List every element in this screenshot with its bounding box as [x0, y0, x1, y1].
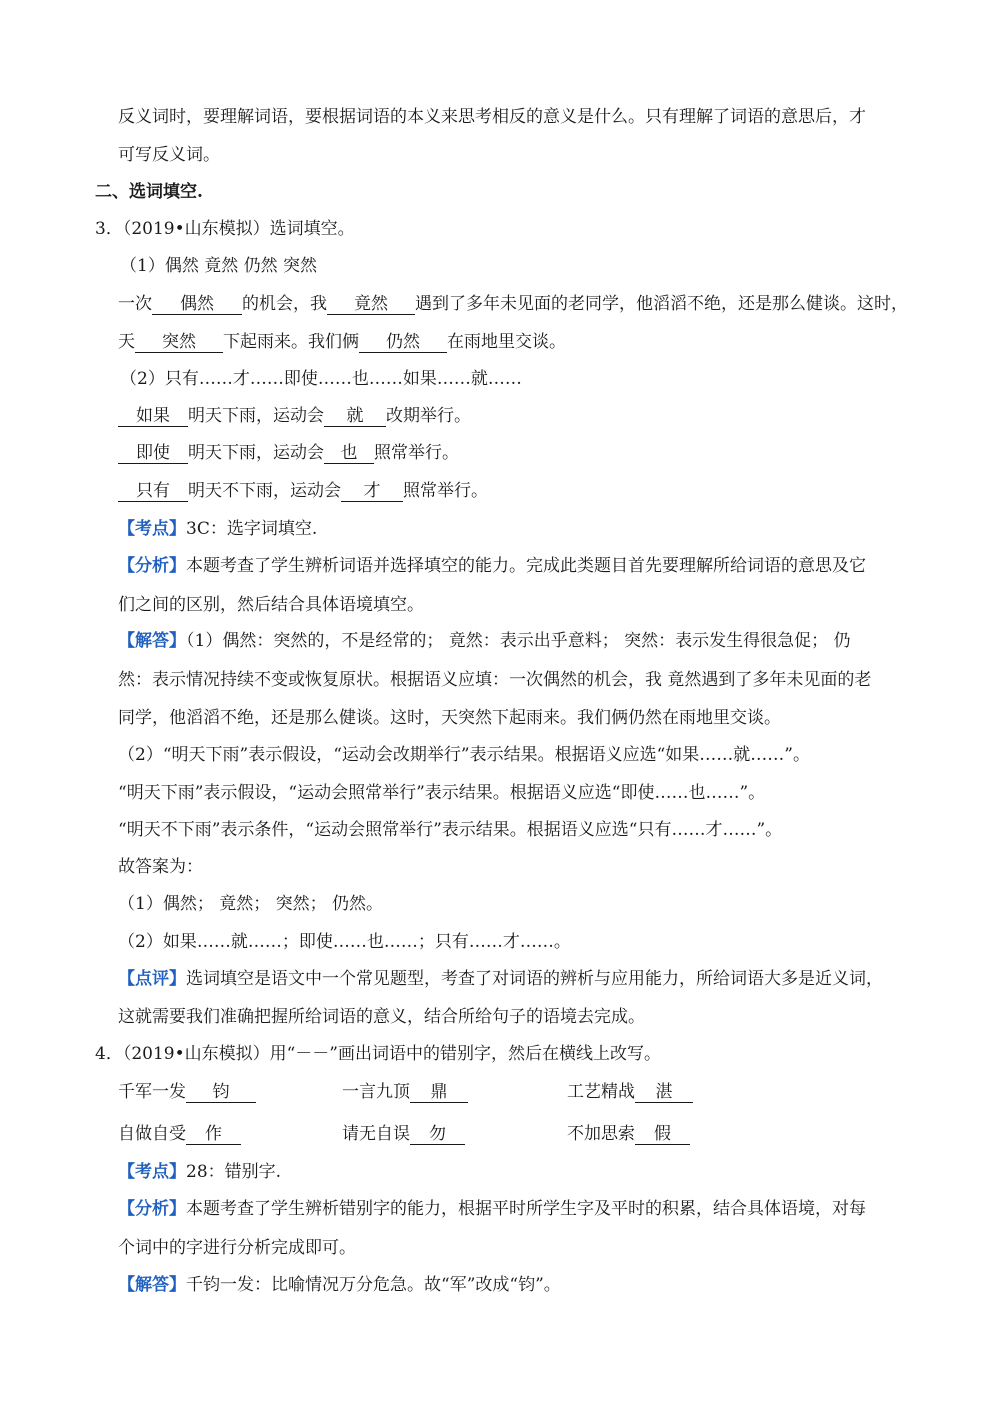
typo-item: 自做自受 作 [118, 1123, 241, 1145]
q3-answer-2: （2）如果……就……；即使……也……；只有……才……。 [118, 932, 571, 952]
q3-sentence-2: 天 突然 下起雨来。我们俩 仍然 在雨地里交谈。 [118, 332, 566, 352]
typo-item: 千军一发 钧 [118, 1081, 256, 1103]
answer-blank: 突然 [135, 332, 223, 353]
continuation-line-1: 反义词时，要理解词语，要根据词语的本义来思考相反的意义是什么。只有理解了词语的意思后，才 [118, 107, 866, 127]
answer-blank: 竟然 [327, 294, 415, 315]
q3-part2-words: （2）只有……才……即使……也……如果……就…… [120, 369, 522, 389]
answer-blank: 作 [186, 1124, 241, 1145]
q3-jieda-line-3: 同学，他滔滔不绝，还是那么健谈。这时，天突然下起雨来。我们俩仍然在雨地里交谈。 [118, 708, 781, 728]
answer-blank: 鼎 [410, 1082, 468, 1103]
answer-blank: 假 [635, 1124, 690, 1145]
q3-dianping-line-1: 【点评】选词填空是语文中一个常见题型，考查了对词语的辨析与应用能力，所给词语大多是近义词， [118, 969, 883, 989]
q3-fenxi-line-1: 【分析】本题考查了学生辨析词语并选择填空的能力。完成此类题目首先要理解所给词语的意思及它 [118, 556, 866, 576]
q3-answer-1: （1）偶然； 竟然； 突然； 仍然。 [118, 894, 384, 914]
q3-row-2: 即使 明天下雨，运动会 也 照常举行。 [118, 442, 459, 464]
q3-answer-intro: 故答案为： [118, 857, 203, 877]
q3-header: 3．（2019•山东模拟）选词填空。 [95, 219, 355, 239]
answer-blank: 偶然 [152, 294, 242, 315]
answer-blank: 才 [341, 481, 403, 502]
q3-jieda-line-2: 然：表示情况持续不变或恢复原状。根据语义应填：一次偶然的机会，我 竟然遇到了多年未见面的老 [118, 670, 872, 690]
typo-item: 不加思索 假 [567, 1123, 690, 1145]
q3-dianping-line-2: 这就需要我们准确把握所给词语的意义，结合所给句子的语境去完成。 [118, 1007, 645, 1027]
typo-item: 一言九顶 鼎 [342, 1081, 468, 1103]
q3-part1-words: （1）偶然 竟然 仍然 突然 [120, 256, 318, 276]
q3-kaodian: 【考点】3C：选字词填空. [118, 519, 318, 539]
q4-kaodian: 【考点】28：错别字. [118, 1162, 282, 1182]
answer-blank: 就 [324, 406, 386, 427]
answer-blank: 只有 [118, 481, 188, 502]
q3-sentence-1: 一次 偶然 的机会，我 竟然 遇到了多年未见面的老同学，他滔滔不绝，还是那么健谈。这时， [118, 294, 908, 314]
q3-fenxi-line-2: 们之间的区别，然后结合具体语境填空。 [118, 595, 424, 615]
q3-row-1: 如果 明天下雨，运动会 就 改期举行。 [118, 405, 471, 427]
q3-jieda-line-1: 【解答】（1）偶然：突然的，不是经常的； 竟然：表示出乎意料； 突然：表示发生得很急促； 仍 [118, 631, 851, 651]
answer-blank: 也 [324, 443, 374, 464]
continuation-line-2: 可写反义词。 [118, 145, 220, 165]
q4-fenxi-line-2: 个词中的字进行分析完成即可。 [118, 1238, 356, 1258]
q3-jieda-line-6: “明天不下雨”表示条件，“运动会照常举行”表示结果。根据语义应选“只有……才……”。 [118, 820, 783, 840]
q4-fenxi-line-1: 【分析】本题考查了学生辨析错别字的能力，根据平时所学生字及平时的积累，结合具体语境，对每 [118, 1199, 866, 1219]
answer-blank: 钧 [186, 1082, 256, 1103]
q3-jieda-line-5: “明天下雨”表示假设，“运动会照常举行”表示结果。根据语义应选“即使……也……”。 [118, 783, 766, 803]
typo-item: 请无自误 勿 [342, 1123, 465, 1145]
answer-blank: 仍然 [359, 332, 447, 353]
q3-jieda-line-4: （2）“明天下雨”表示假设，“运动会改期举行”表示结果。根据语义应选“如果……就……”。 [118, 745, 810, 765]
answer-blank: 勿 [410, 1124, 465, 1145]
answer-blank: 湛 [635, 1082, 693, 1103]
answer-blank: 即使 [118, 443, 188, 464]
q4-jieda-line-1: 【解答】千钧一发：比喻情况万分危急。故“军”改成“钧”。 [118, 1275, 561, 1295]
answer-blank: 如果 [118, 406, 188, 427]
q3-row-3: 只有 明天不下雨，运动会 才 照常举行。 [118, 480, 488, 502]
q4-typo-row-1 [0, 1081, 1000, 1103]
q4-header: 4．（2019•山东模拟）用“－－”画出词语中的错别字，然后在横线上改写。 [95, 1044, 661, 1064]
typo-item: 工艺精战 湛 [567, 1081, 693, 1103]
section-title: 二、选词填空. [95, 182, 203, 202]
q4-typo-row-2 [0, 1123, 1000, 1145]
